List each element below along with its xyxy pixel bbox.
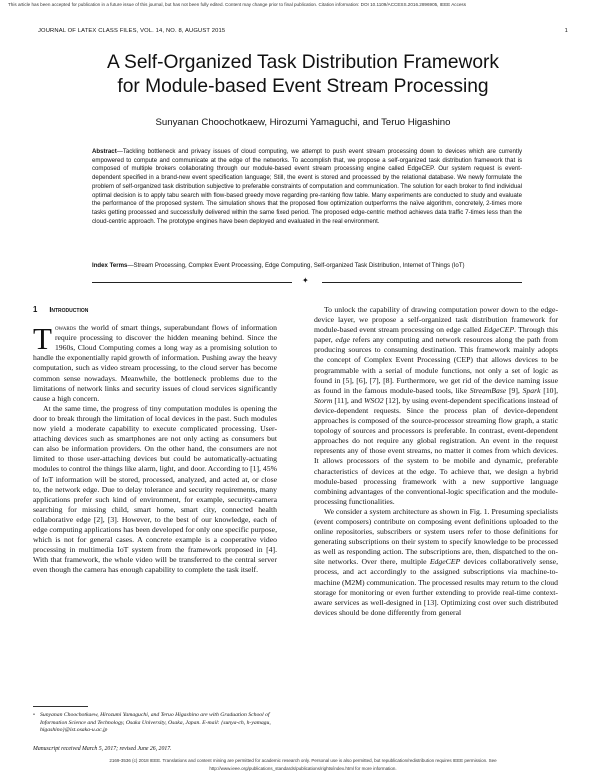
paper-title-line-1: A Self-Organized Task Distribution Framework xyxy=(106,52,500,73)
copyright-line-1: 2169-3536 (c) 2018 IEEE. Translations and content mining are permitted for academic research only. Personal use is also permitted, but republication/redistribution requires IEEE permission. See xyxy=(109,758,497,763)
index-terms xyxy=(92,262,522,271)
paper-title xyxy=(38,51,568,99)
intro-paragraph-1-text: the world of smart things, superabundant flows of information require processing to discover the hidden meaning behind. Since the 1960s, Cloud Computing comes a long way as a promising solution to handle the exponentially rapid growth of information. Pushing away the heavy computation, such as video stream processing, to the cloud server has become common sense nowadays. Meanwhile, the bottleneck problems due to the limitations of network links and security issues of cloud services significantly cause a high concern. xyxy=(33,323,277,403)
copyright-footer xyxy=(33,757,573,773)
lead-word: owards xyxy=(54,323,77,333)
copyright-line-2: http://www.ieee.org/publications_standards/publications/rights/index.html for more information. xyxy=(209,766,397,771)
author-affiliation-footnote xyxy=(33,712,276,735)
text-run: [10], xyxy=(540,385,558,395)
publication-notice: This article has been accepted for publication in a future issue of this journal, but has not been fully edited. Content may change prior to final publication. Citation information: DOI 10.1109/ACCESS.2016.2896905, IEEE Access xyxy=(8,2,467,7)
text-run: [9], xyxy=(506,385,523,395)
term-edge: edge xyxy=(335,335,350,345)
term-storm: Storm xyxy=(314,395,333,405)
page-number: 1 xyxy=(564,28,568,34)
running-head xyxy=(38,28,568,34)
abstract-label: Abstract xyxy=(92,148,117,155)
drop-cap: T xyxy=(33,321,52,357)
divider-line-right xyxy=(322,282,522,283)
footnote-text: Sunyanan Choochotkaew, Hirozumi Yamaguchi, and Teruo Higashino are with Graduation School of Information Science and Technology, Osaka University, Osaka, Japan. E-mail: {sunya-ch, h-yamagu, higashino}@ist.osaka-u.ac.jp xyxy=(40,712,271,734)
abstract xyxy=(92,148,522,226)
section-heading xyxy=(33,305,277,315)
intro-paragraph-3 xyxy=(314,305,558,507)
right-column xyxy=(314,305,558,618)
footnote-bullet: • xyxy=(33,712,35,718)
left-column xyxy=(33,305,277,575)
abstract-text: —Tackling bottleneck and privacy issues of cloud computing, we attempt to push event stream processing down to devices which are currently empowered to compute and communicate at the edge of the networks. To accomplish that, we propose a self-organized task distribution framework that is composed of multiple brokers collaborating through our module-based event stream processing engine called EdgeCEP. Our system request is event-dependent specified in a brand-new event specification language; Still, the event is stored and processed by the relational database. We newly formulate the problem of self-organized task distribution subjective to preferable constraints of computation and communication. The solution for each broker to find individual optimal decision is to apply tabu search with flow-based greedy move regarding pre-ranking flow table. Many experiments are conducted to study and evaluate the performance of the proposed system. The simulation shows that the proposed flow optimization outperforms the naïve algorithm, concretely, 2-times more tasks getting processed and successfully delivered within the same fixed period. The proposed edge-centric method achieves data traffic 7-times less than the cloud-centric approach. The prototype engines have been deployed and evaluated in the real environment. xyxy=(92,148,522,225)
running-head-text: JOURNAL OF LATEX CLASS FILES, VOL. 14, NO. 8, AUGUST 2015 xyxy=(38,28,226,34)
term-edgecep: EdgeCEP xyxy=(483,325,515,335)
intro-paragraph-1 xyxy=(33,323,277,404)
term-streambase: StreamBase xyxy=(469,385,507,395)
term-edgecep: EdgeCEP xyxy=(429,557,461,567)
section-divider xyxy=(92,278,522,286)
text-run: We consider a system architecture as shown in Fig. 1. Presuming specialists (event composers) contribute on composing event definitions uploaded to the online repositories, subscribers or system users refer to those definitions for generating subscriptions on their system to specify knowledge to be processed as well as responding action. The subscriptions are, then, dispatched to the on-site networks. Over there, multiple xyxy=(314,506,558,567)
paper-title-line-2: for Module-based Event Stream Processing xyxy=(117,76,489,97)
text-run: To unlock the capability of drawing computation power down to the edge-device layer, we propose a self-organized task distribution framework for module-based event stream processing on edge called xyxy=(314,305,558,335)
footnote-rule xyxy=(33,706,88,707)
divider-ornament-icon: ✦ xyxy=(302,276,309,285)
section-title: Introduction xyxy=(49,305,89,314)
section-number: 1 xyxy=(33,305,38,314)
manuscript-dates: Manuscript received March 5, 2017; revised June 26, 2017. xyxy=(33,746,172,752)
term-wso2: WSO2 xyxy=(363,395,384,405)
text-run: devices collaboratively sense, process, and act accordingly to the assigned subscriptions via machine-to-machine (M2M) communication. The processed results may return to the cloud storage for monitoring or even further extending to provide real-time context-aware services as well-designed in [13]. Optimizing cost over such distributed devices should be done differently from general xyxy=(314,557,558,617)
divider-line-left xyxy=(92,282,292,283)
author-list: Sunyanan Choochotkaew, Hirozumi Yamaguchi, and Teruo Higashino xyxy=(155,117,451,128)
intro-paragraph-2: At the same time, the progress of tiny computation modules is opening the door to break through the limitation of local devices in the past. Such modules now yield a moderate capability to execute complicated processing. User-attaching devices such as smartphones are not only acting as consumers but can also be information providers. On the other hand, the consumers are not limited to those user-attaching devices but could be automatically-actuating modules to control the things like alarm, light, and door. According to [1], 45% of IoT information will be stored, processed, analyzed, and acted at, or close to, the network edge. Due to delay tolerance and security requirements, many applications prefer such kind of environment, for example, security-camera searching for missing child, smart home, smart city, connected health collaborative edge [2], [3]. However, to the best of our knowledge, each of edge computing applications has been developed for only one specific purpose, which is not for general cases. A concrete example is a cooperative video processing in multimedia IoT system from the framework proposed in [4]. With that framework, the whole video will be transferred to the central server even though the camera has enough capability to complete the task itself. xyxy=(33,403,278,575)
index-terms-text: —Stream Processing, Complex Event Processing, Edge Computing, Self-organized Task Distribution, Internet of Things (IoT) xyxy=(127,262,465,269)
index-terms-label: Index Terms xyxy=(92,262,128,269)
text-run: . Through this paper, xyxy=(314,325,558,345)
text-run: [11], and xyxy=(332,395,364,405)
text-run: [12], by using event-dependent specifications instead of device-dependent requests. Since the process plan of device-dependent approaches is composed of the source-processor streaming flow graph, a static topology of sources and processors is preferable. In contrast, event-dependent approaches do not require any global registration. An event in the request represents any of those event streams, no matter it comes from which devices. It allows processors of the system to be mobile and dynamic, preferable characteristics of devices at the edge. To achieve that, we design a hybrid module-based processing framework with a new supportive language combining advantages of the conventional-logic specification and the module-processing functionalities. xyxy=(314,395,558,506)
text-run: refers any computing and network resources along the path from producing sources to consuming destination. This framework mainly adopts the concept of Complex Event Processing (CEP) that allows devices to be programmable with a serial of module functions, not only a set of logic as found in [5], [6], [7], [8]. Furthermore, we get rid of the device naming issue as found in the famous module-based tools, like xyxy=(314,335,558,395)
term-spark: Spark xyxy=(522,385,541,395)
intro-paragraph-4 xyxy=(314,507,558,618)
